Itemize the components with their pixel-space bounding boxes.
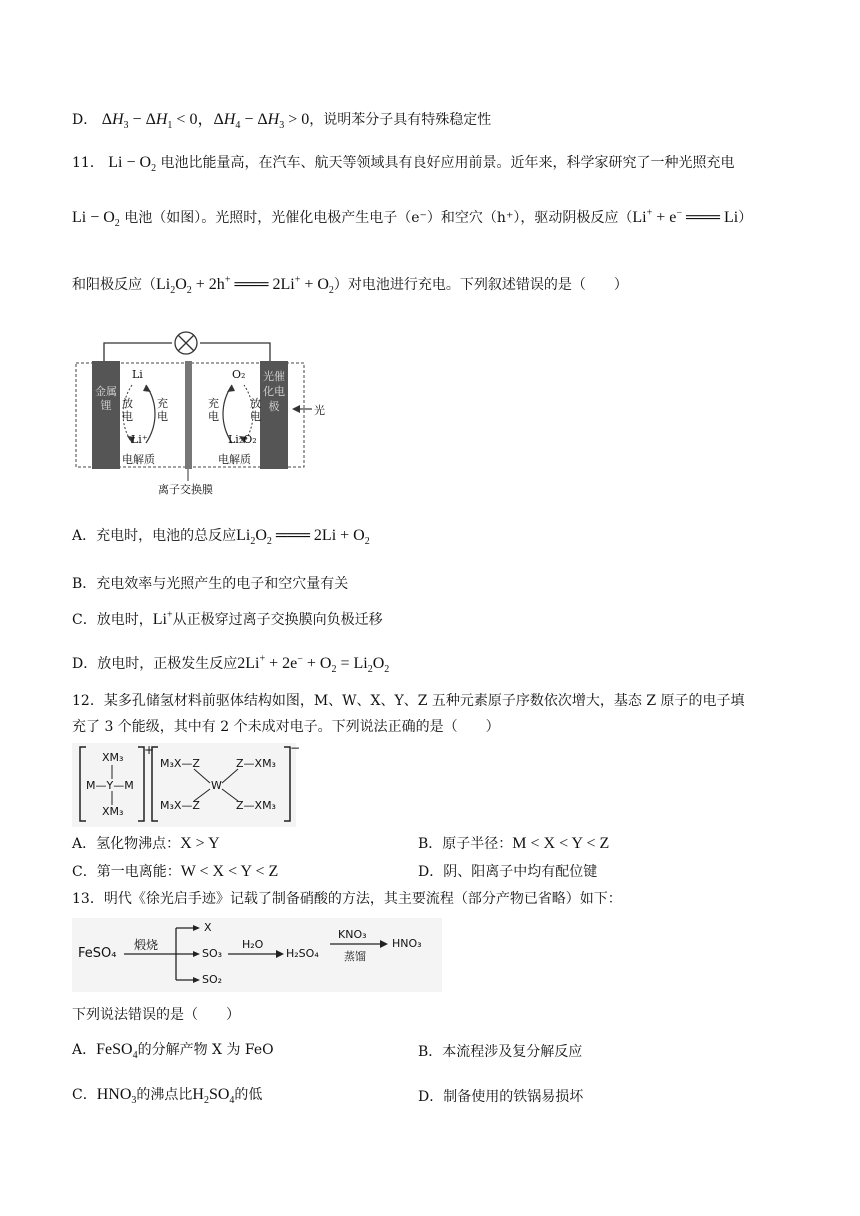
q11-option-d [72, 653, 389, 675]
flow-reagent-water: H₂O [242, 938, 264, 951]
cation-bottom-group: XM₃ [102, 805, 124, 818]
cation-top-group: XM₃ [102, 751, 124, 764]
stem-text: ）对电池进行充电。下列叙述错误的是（ ） [333, 277, 628, 293]
question-number: 11． [72, 155, 104, 171]
flow-calcination: 煅烧 [134, 938, 159, 952]
option-label: C． [72, 1087, 97, 1103]
option-text: 充电效率与光照产生的电子和空穴量有关 [96, 576, 349, 592]
battery-figure [72, 325, 352, 500]
formula: $Li - O_2$ [108, 154, 157, 175]
option-text: 本流程涉及复分解反应 [442, 1044, 583, 1060]
formula: $Li - O_2$ [72, 209, 120, 230]
light-label: 光 [314, 404, 325, 417]
option-label: B． [72, 576, 97, 592]
formula: Li+ + e− ═══ Li [632, 207, 739, 226]
left-discharge-label: 放电 [122, 397, 133, 423]
option-label: D． [418, 864, 444, 880]
option-label: B． [418, 1044, 443, 1060]
anion-center-atom: W [211, 779, 222, 792]
anion-bottom-left: M₃X—Z [160, 799, 200, 812]
formula: $2Li^+ + 2e^- + O_2 = Li_2O_2$ [237, 653, 390, 676]
q12-option-b [418, 833, 609, 853]
cation-charge: + [144, 743, 155, 757]
q11-option-a [72, 525, 370, 547]
option-text: 制备使用的铁锅易损坏 [443, 1089, 584, 1105]
lithium-electrode [92, 361, 120, 469]
q12-option-c [72, 861, 278, 881]
stem-text: 和阳极反应（ [72, 277, 156, 293]
flow-start: FeSO₄ [78, 946, 117, 961]
left-top-species: Li [132, 368, 143, 381]
q12-structure-figure [72, 741, 301, 827]
flow-h2so4: H₂SO₄ [286, 947, 319, 960]
anion-bottom-right: Z—XM₃ [236, 799, 276, 812]
formula: X > Y [180, 835, 220, 852]
q13-option-b [418, 1041, 582, 1061]
option-text: 的分解产物 X 为 FeO [137, 1042, 274, 1058]
option-label: A． [72, 1042, 97, 1058]
option-label: C． [72, 612, 97, 628]
formula: Li+ [152, 609, 173, 628]
q12-option-a [72, 833, 220, 853]
stem-text: 电池（如图）。光照时，光催化电极产生电子（e⁻）和空穴（h⁺），驱动阴极反应（ [124, 210, 633, 226]
formula: W < X < Y < Z [180, 863, 279, 880]
flow-product-so2: SO₂ [202, 973, 223, 986]
anion-top-left: M₃X—Z [160, 757, 200, 770]
option-label: D． [418, 1089, 444, 1105]
right-top-species: O₂ [232, 368, 246, 381]
flow-arrows [72, 918, 442, 992]
q11-stem-line1 [72, 152, 735, 174]
option-text: 放电时， [96, 612, 153, 628]
formula: $HNO_3$ [96, 1086, 137, 1107]
option-text: 第一电离能： [96, 864, 181, 880]
right-electrolyte-label: 电解质 [218, 453, 251, 466]
formula: $H_2SO_4$ [192, 1086, 235, 1107]
q10-option-d [72, 106, 491, 131]
option-label: B． [418, 836, 443, 852]
anion-top-right: Z—XM₃ [236, 757, 276, 770]
q11-option-b [72, 573, 348, 593]
formula: M < X < Y < Z [512, 835, 610, 852]
option-label: A． [72, 528, 97, 544]
option-text: 从正极穿过离子交换膜向负极迁移 [172, 612, 383, 628]
q11-option-c [72, 609, 383, 629]
option-text: 氢化物沸点： [96, 836, 181, 852]
formula: $Li_2O_2 + 2h^+$ ═══ $2Li^+ + O_2$ [156, 274, 334, 297]
right-bottom-species: Li₂O₂ [228, 433, 257, 446]
left-electrolyte-label: 电解质 [122, 453, 155, 466]
flow-product-x: X [204, 921, 212, 934]
cation-middle-chain: M—Y—M [86, 779, 134, 792]
flow-hno3: HNO₃ [392, 937, 422, 950]
right-charge-label: 充电 [208, 397, 219, 423]
left-charge-label: 充电 [157, 397, 168, 423]
q12-stem-line2: 充了 3 个能级，其中有 2 个未成对电子。下列说法正确的是（ ） [72, 719, 500, 735]
formula: FeSO$_4$ [96, 1041, 138, 1062]
formula: $Li_2O_2$ ═══ $2Li + O_2$ [236, 527, 370, 548]
q13-option-c [72, 1084, 262, 1106]
membrane-label: 离子交换膜 [158, 483, 213, 496]
flow-distillation: 蒸馏 [344, 950, 366, 963]
flow-reagent-kno3: KNO₃ [338, 928, 367, 941]
option-text: 放电时，正极发生反应 [97, 656, 238, 672]
option-text: 的沸点比 [136, 1087, 193, 1103]
stem-text: 电池比能量高，在汽车、航天等领域具有良好应用前景。近年来，科学家研究了一种光照充电 [160, 155, 735, 171]
q11-stem-line3 [72, 274, 628, 296]
option-text: 的低 [234, 1087, 263, 1103]
q11-stem-line2: $Li - O_2$ 电池（如图）。光照时，光催化电极产生电子（e⁻）和空穴（h⁺），驱动阴极反应（Li+ + e− ═══ Li） [72, 207, 753, 230]
q13-stem: 13．明代《徐光启手迹》记载了制备硝酸的方法，其主要流程（部分产物已省略）如下： [72, 891, 622, 907]
q13-flow-figure [72, 918, 442, 992]
right-discharge-label: 放电 [250, 397, 261, 423]
right-electrode-label: 光催化电极 [263, 370, 285, 413]
option-text: 原子半径： [442, 836, 513, 852]
q12-option-d [418, 861, 597, 881]
left-electrode-label: 金属锂 [95, 385, 117, 412]
option-text: 阴、阳离子中均有配位键 [443, 864, 598, 880]
option-text: ，说明苯分子具有特殊稳定性 [309, 112, 492, 128]
formula: $\Delta H_3 - \Delta H_1 < 0$，$\Delta H_4 - \Delta H_3 > 0$ [101, 111, 310, 132]
option-text: 充电时，电池的总反应 [96, 528, 237, 544]
option-label: D． [72, 112, 98, 128]
q13-question: 下列说法错误的是（ ） [72, 1007, 240, 1023]
option-label: D． [72, 656, 98, 672]
ion-exchange-membrane [185, 361, 192, 469]
q12-stem-line1: 12．某多孔储氢材料前驱体结构如图，M、W、X、Y、Z 五种元素原子序数依次增大，基态 Z 原子的电子填 [72, 693, 745, 709]
q13-option-a [72, 1039, 274, 1061]
q13-option-d [418, 1086, 583, 1106]
option-label: C． [72, 864, 97, 880]
anion-charge: − [290, 741, 301, 755]
flow-product-so3: SO₃ [202, 947, 223, 960]
left-bottom-species: Li⁺ [131, 433, 148, 446]
option-label: A． [72, 836, 97, 852]
